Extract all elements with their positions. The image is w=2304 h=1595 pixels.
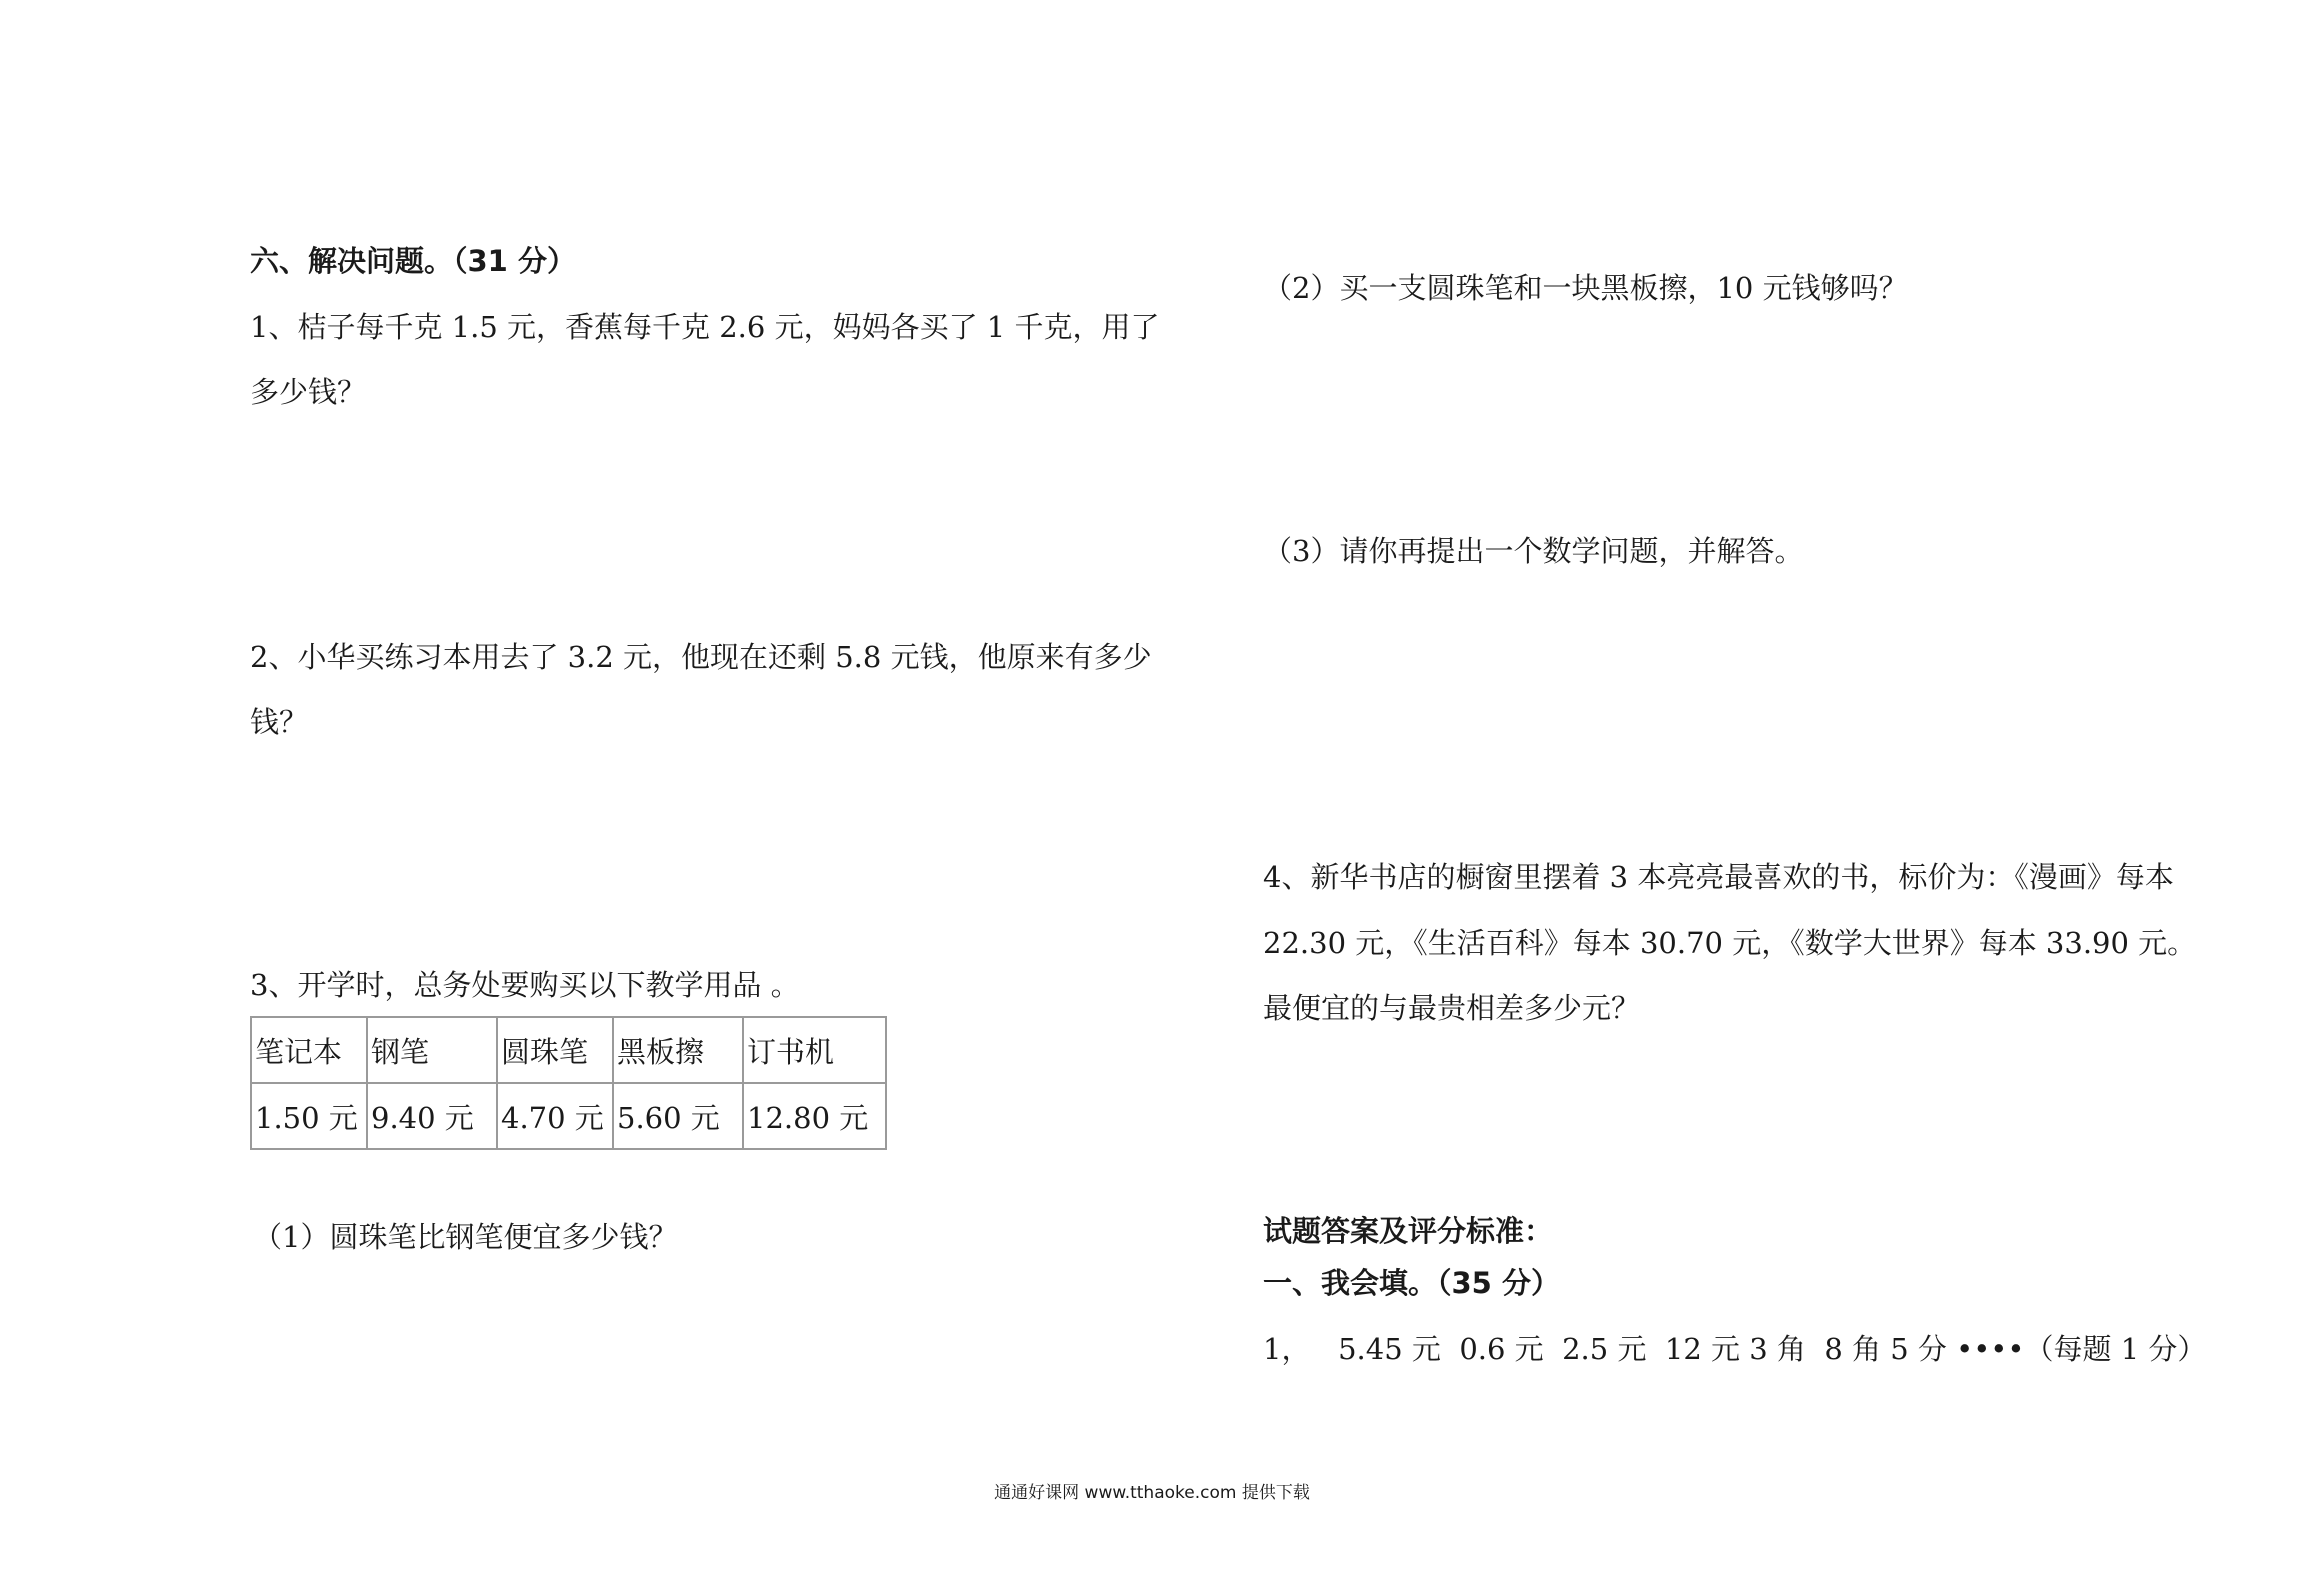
table-row: [251, 1083, 886, 1149]
question-4-line-1: 4、新华书店的橱窗里摆着 3 本亮亮最喜欢的书，标价为：《漫画》每本: [1263, 860, 2174, 894]
table-cell: 5.60 元: [613, 1083, 743, 1149]
question-3-intro: 3、开学时，总务处要购买以下教学用品 。: [250, 968, 800, 1002]
table-cell: 黑板擦: [613, 1017, 743, 1083]
question-4-line-2: 22.30 元，《生活百科》每本 30.70 元，《数学大世界》每本 33.90 元。: [1263, 926, 2197, 960]
table-cell: 4.70 元: [497, 1083, 613, 1149]
table-cell: 笔记本: [251, 1017, 367, 1083]
table-cell: 订书机: [743, 1017, 886, 1083]
question-2-line-1: 2、小华买练习本用去了 3.2 元，他现在还剩 5.8 元钱，他原来有多少: [250, 640, 1152, 674]
question-1-line-1: 1、桔子每千克 1.5 元，香蕉每千克 2.6 元，妈妈各买了 1 千克，用了: [250, 310, 1160, 344]
question-3-sub-1: （1）圆珠笔比钢笔便宜多少钱？: [253, 1220, 678, 1254]
table-cell: 1.50 元: [251, 1083, 367, 1149]
table-cell: 9.40 元: [367, 1083, 497, 1149]
question-1-line-2: 多少钱？: [250, 375, 367, 409]
question-4-line-3: 最便宜的与最贵相差多少元？: [1263, 991, 1641, 1025]
section-six-title: 六、解决问题。（31 分）: [250, 244, 576, 278]
question-3-sub-3: （3）请你再提出一个数学问题，并解答。: [1263, 534, 1804, 568]
answers-line-one: 1， 5.45 元 0.6 元 2.5 元 12 元 3 角 8 角 5 分 ••••（每题 1 分）: [1263, 1332, 2207, 1366]
question-3-sub-2: （2）买一支圆珠笔和一块黑板擦，10 元钱够吗？: [1263, 271, 1908, 305]
supplies-price-table: [250, 1016, 887, 1150]
answers-section-one: 一、我会填。（35 分）: [1263, 1266, 1560, 1300]
table-header-row: [251, 1017, 886, 1083]
page-footer: 通通好课网 www.tthaoke.com 提供下载: [994, 1483, 1310, 1503]
table-cell: 钢笔: [367, 1017, 497, 1083]
answers-title: 试题答案及评分标准：: [1263, 1214, 1554, 1248]
table-cell: 圆珠笔: [497, 1017, 613, 1083]
question-2-line-2: 钱？: [250, 705, 309, 739]
table-cell: 12.80 元: [743, 1083, 886, 1149]
